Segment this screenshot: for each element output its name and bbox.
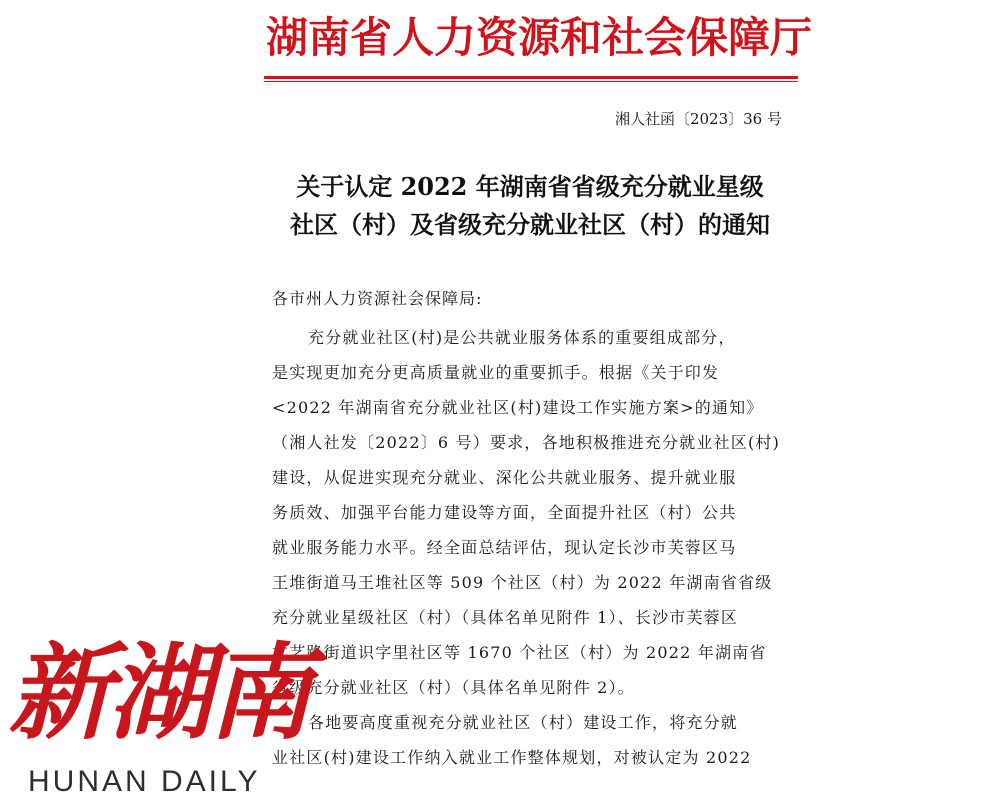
- body-line: 就业服务能力水平。经全面总结评估，现认定长沙市芙蓉区马: [272, 538, 737, 557]
- title-line-2: 社区（村）及省级充分就业社区（村）的通知: [290, 210, 770, 239]
- body-line: 是实现更加充分更高质量就业的重要抓手。根据《关于印发: [272, 363, 720, 382]
- body-line: 务质效、加强平台能力建设等方面，全面提升社区（村）公共: [272, 503, 737, 522]
- notice-title: [240, 168, 820, 244]
- body-line: 建设，从促进实现充分就业、深化公共就业服务、提升就业服: [272, 468, 737, 487]
- body-text: [272, 320, 802, 775]
- document-number: 湘人社函〔2023〕36 号: [614, 110, 782, 128]
- agency-header: 湖南省人力资源和社会保障厅: [266, 13, 813, 62]
- body-line: 充分就业星级社区（村）（具体名单见附件 1）、长沙市芙蓉区: [272, 608, 739, 627]
- body-line: <2022 年湖南省充分就业社区(村)建设工作实施方案>的通知》: [272, 398, 764, 417]
- body-line: 各地要高度重视充分就业社区（村）建设工作，将充分就: [308, 713, 739, 732]
- watermark-logo-english: HUNAN DAILY: [28, 765, 261, 798]
- body-line: 王堆街道马王堆社区等 509 个社区（村）为 2022 年湖南省省级: [272, 573, 773, 592]
- watermark-logo: 新湖南: [8, 631, 309, 754]
- title-line-1: 关于认定 2022 年湖南省省级充分就业星级: [296, 172, 764, 201]
- header-red-rule: [264, 76, 798, 79]
- body-line: 业社区(村)建设工作纳入就业工作整体规划，对被认定为 2022: [272, 748, 752, 767]
- header-red-rule-thin: [264, 81, 798, 82]
- body-line: 充分就业社区(村)是公共就业服务体系的重要组成部分，: [308, 328, 736, 347]
- salutation: 各市州人力资源社会保障局:: [272, 289, 483, 308]
- body-line: （湘人社发〔2022〕6 号）要求，各地积极推进充分就业社区(村): [272, 433, 781, 452]
- body-line: 文艺路街道识字里社区等 1670 个社区（村）为 2022 年湖南省: [272, 643, 767, 662]
- body-line: 省级充分就业社区（村）（具体名单见附件 2）。: [272, 678, 635, 697]
